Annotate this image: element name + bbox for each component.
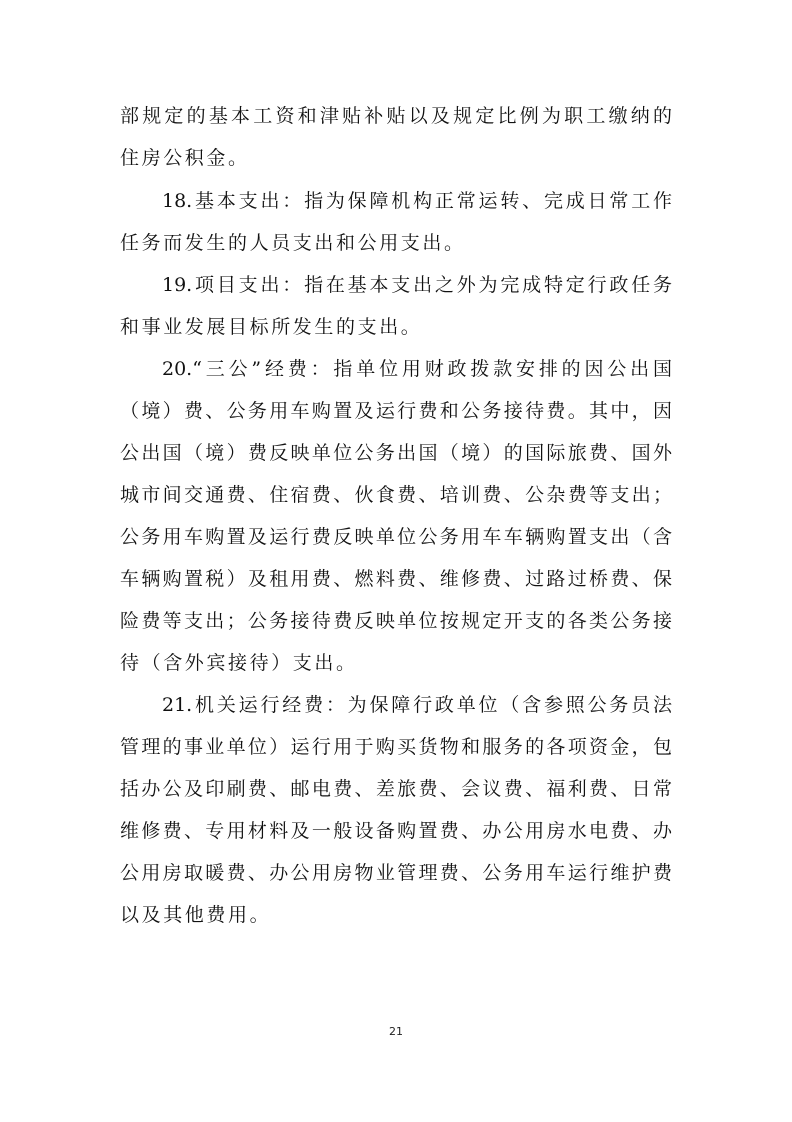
- text-line-8: （境）费、公务用车购置及运行费和公务接待费。其中，因: [120, 400, 672, 422]
- text-line-4: 任务而发生的人员支出和公用支出。: [120, 232, 466, 254]
- text-line-12: 车辆购置税）及租用费、燃料费、维修费、过路过桥费、保: [120, 568, 672, 590]
- page-number: 21: [389, 1025, 403, 1038]
- text-line-20: 以及其他费用。: [120, 904, 272, 926]
- text-line-2: 住房公积金。: [120, 147, 250, 169]
- text-line-14: 待（含外宾接待）支出。: [120, 652, 358, 674]
- text-line-13: 险费等支出；公务接待费反映单位按规定开支的各类公务接: [120, 610, 672, 632]
- text-line-6: 和事业发展目标所发生的支出。: [120, 316, 423, 338]
- text-line-17: 括办公及印刷费、邮电费、差旅费、会议费、福利费、日常: [120, 778, 672, 800]
- text-line-15: 21.机关运行经费：为保障行政单位（含参照公务员法: [162, 694, 672, 716]
- text-line-18: 维修费、专用材料及一般设备购置费、办公用房水电费、办: [120, 820, 672, 842]
- text-line-10: 城市间交通费、住宿费、伙食费、培训费、公杂费等支出；: [120, 484, 672, 506]
- text-line-19: 公用房取暖费、办公用房物业管理费、公务用车运行维护费: [120, 862, 672, 884]
- text-line-11: 公务用车购置及运行费反映单位公务用车车辆购置支出（含: [120, 526, 672, 548]
- text-line-7: 20.“三公”经费：指单位用财政拨款安排的因公出国: [162, 358, 672, 380]
- text-line-1: 部规定的基本工资和津贴补贴以及规定比例为职工缴纳的: [120, 105, 672, 127]
- text-line-16: 管理的事业单位）运行用于购买货物和服务的各项资金，包: [120, 736, 672, 758]
- text-line-9: 公出国（境）费反映单位公务出国（境）的国际旅费、国外: [120, 442, 672, 464]
- text-line-5: 19.项目支出：指在基本支出之外为完成特定行政任务: [162, 274, 672, 296]
- text-line-3: 18.基本支出：指为保障机构正常运转、完成日常工作: [162, 190, 672, 212]
